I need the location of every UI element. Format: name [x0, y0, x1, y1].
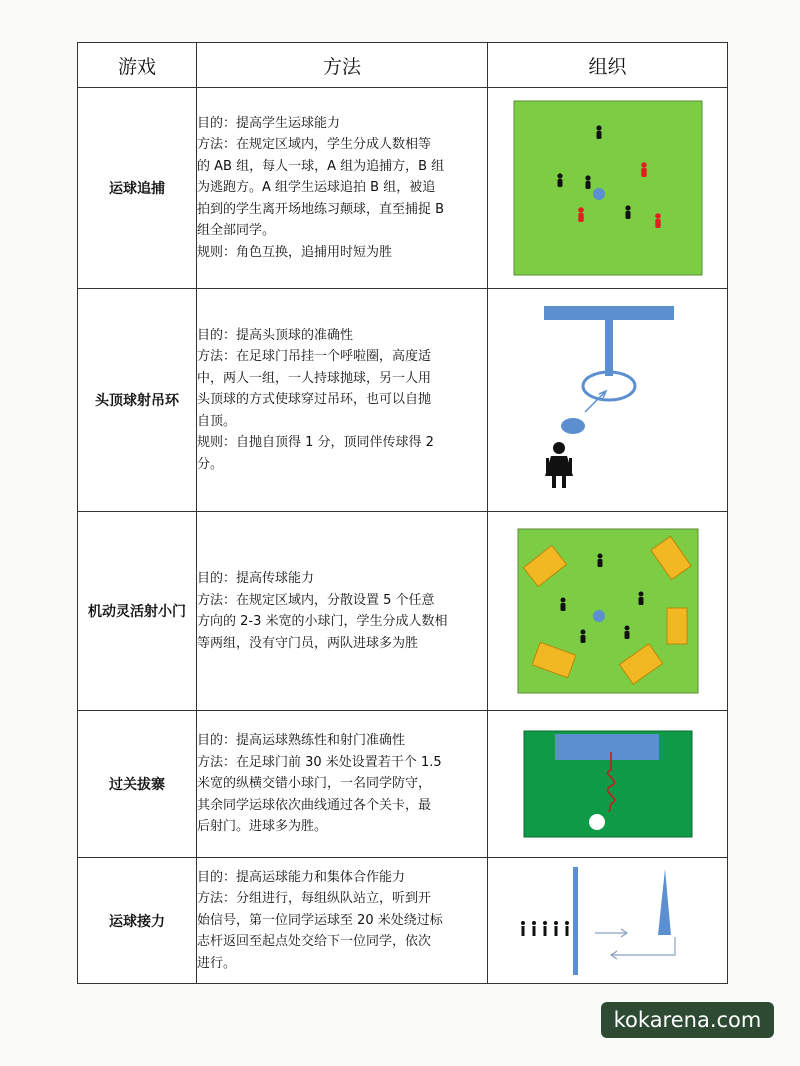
game-name: 运球接力: [78, 858, 197, 984]
ball-icon: [593, 610, 605, 622]
header-organization: 组织: [488, 43, 728, 88]
method-line: 志杆返回至起点处交给下一位同学，依次: [197, 934, 432, 950]
table-row: [78, 88, 728, 289]
ball-icon: [589, 814, 605, 830]
method-line: 方法：在足球门吊挂一个呼啦圈，高度适: [197, 349, 432, 365]
diagram-cell: [488, 858, 728, 984]
method-line: 方法：分组进行，每组纵队站立，听到开: [197, 891, 432, 907]
table-row: [78, 711, 728, 858]
goal-box: [555, 734, 659, 760]
method-line: 为逃跑方。A 组学生运球追拍 B 组，被追: [197, 180, 436, 196]
dribble-gates-diagram: [523, 730, 693, 838]
method-cell: [197, 858, 488, 984]
diagram-cell: [488, 289, 728, 512]
start-line: [573, 867, 578, 975]
method-line: 进行。: [197, 955, 237, 971]
method-line: 始信号，第一位同学运球至 20 米处绕过标: [197, 912, 443, 928]
person-icon: [545, 442, 573, 488]
table-row: [78, 289, 728, 512]
drill-table: [77, 42, 728, 984]
method-line: 方法：在足球门前 30 米处设置若干个 1.5: [197, 754, 442, 770]
method-line: 的 AB 组，每人一球，A 组为追捕方，B 组: [197, 158, 445, 174]
diagram-cell: [488, 88, 728, 289]
hanging-rope: [605, 320, 613, 376]
method-line: 目的：提高头顶球的准确性: [197, 327, 354, 343]
method-line: 其余同学运球依次曲线通过各个关卡，最: [197, 797, 432, 813]
game-name: 运球追捕: [78, 88, 197, 289]
chase-drill-diagram: [513, 100, 703, 276]
heading-hoop-diagram: [513, 300, 703, 500]
method-cell: [197, 289, 488, 512]
method-line: 后射门。进球多为胜。: [197, 819, 328, 835]
game-name: 机动灵活射小门: [78, 512, 197, 711]
method-line: 米宽的纵横交错小球门，一名同学防守，: [197, 776, 432, 792]
method-line: 规则：自抛自顶得 1 分，顶同伴传球得 2: [197, 435, 434, 451]
diagram-cell: [488, 711, 728, 858]
method-line: 自顶。: [197, 413, 237, 429]
method-cell: [197, 88, 488, 289]
method-line: 拍到的学生离开场地练习颠球，直至捕捉 B: [197, 201, 445, 217]
relay-diagram: [493, 863, 723, 979]
field: [514, 101, 702, 275]
method-line: 规则：角色互换，追捕用时短为胜: [197, 244, 393, 260]
marker-pole-icon: [658, 869, 671, 935]
header-method: 方法: [197, 43, 488, 88]
table-row: [78, 858, 728, 984]
game-name: 过关拔寨: [78, 711, 197, 858]
ball-icon: [561, 418, 585, 434]
game-name: 头顶球射吊环: [78, 289, 197, 512]
table-header-row: [78, 43, 728, 88]
method-line: 中，两人一组，一人持球抛球，另一人用: [197, 370, 432, 386]
method-line: 目的：提高运球熟练性和射门准确性: [197, 733, 406, 749]
method-line: 头顶球的方式使球穿过吊环，也可以自抛: [197, 392, 432, 408]
table-row: [78, 512, 728, 711]
method-cell: [197, 512, 488, 711]
diagram-cell: [488, 512, 728, 711]
small-goals-diagram: [517, 528, 699, 694]
method-line: 方法：在规定区域内，分散设置 5 个任意: [197, 592, 435, 608]
method-line: 分。: [197, 456, 224, 472]
method-cell: [197, 711, 488, 858]
ball-icon: [593, 188, 605, 200]
method-line: 目的：提高运球能力和集体合作能力: [197, 869, 406, 885]
method-line: 目的：提高传球能力: [197, 571, 315, 586]
header-game: 游戏: [78, 43, 197, 88]
method-line: 组全部同学。: [197, 223, 276, 239]
method-line: 等两组，没有守门员，两队进球多为胜: [197, 635, 419, 651]
player-icon: [521, 921, 569, 936]
method-line: 目的：提高学生运球能力: [197, 115, 341, 131]
method-line: 方向的 2-3 米宽的小球门，学生分成人数相: [197, 614, 448, 629]
watermark-badge: kokarena.com: [601, 1002, 774, 1038]
hoop-icon: [583, 372, 635, 400]
method-line: 方法：在规定区域内，学生分成人数相等: [197, 137, 432, 153]
goal-crossbar: [544, 306, 674, 320]
